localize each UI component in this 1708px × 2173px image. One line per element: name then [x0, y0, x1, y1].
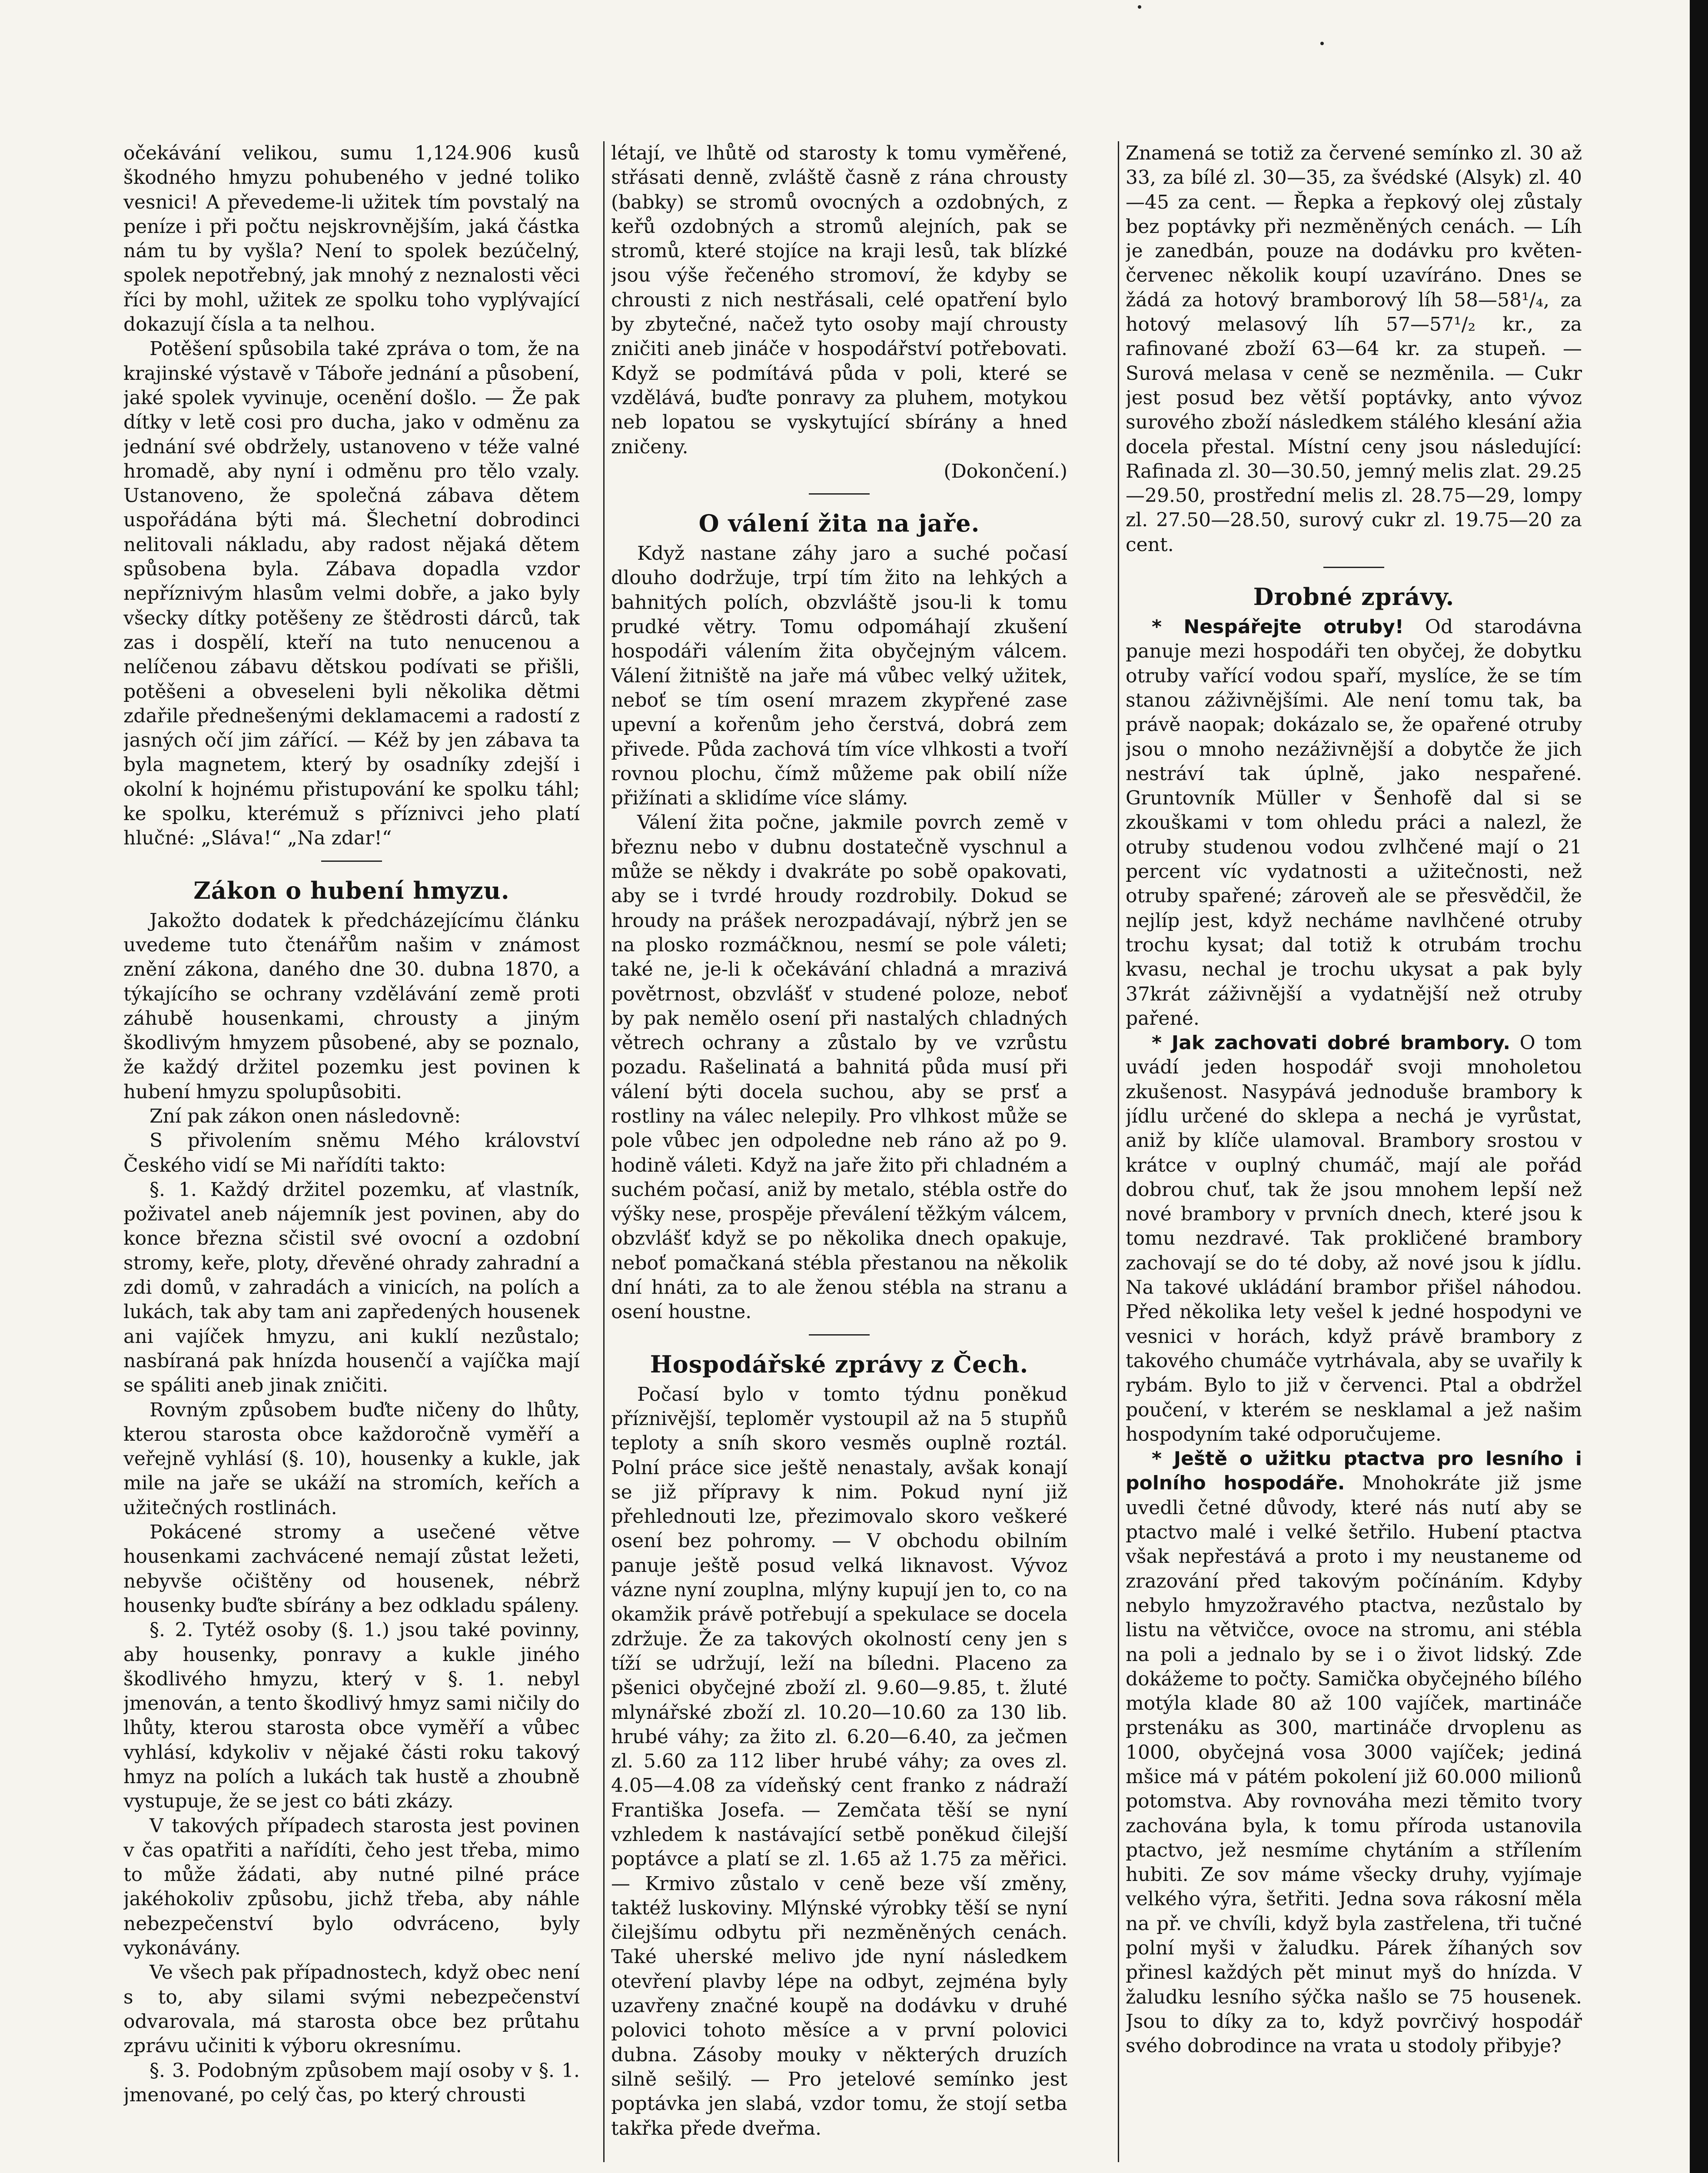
- article-paragraph: létají, ve lhůtě od starosty k tomu vyměřené, střásati denně, zvláště časně z rána chrousty (babky) se stromů ovocných a ozdobných, z keřů ozdobných a stromů alejních, pak se stromů, které stojíce na kraji lesů, tak blízké jsou výše řečeného stromoví, že kdyby se chrousti z nich nestřásali, celé opatření bylo by zbytečné, načež tyto osoby mají chrousty zničiti aneb jináče v hospodářství potřebovati. Když se podmítává půda v poli, které se vzdělává, buďte ponravy za pluhem, motykou neb lopatou se vyskytující sbírány a hned zničeny.: [611, 142, 1067, 458]
- section-heading: Drobné zprávy.: [1253, 583, 1455, 611]
- scan-border: [1690, 0, 1708, 2173]
- news-item-text: Od starodávna panuje mezi hospodáři ten obyčej, že dobytku otruby vařící vodou spaří, myslíce, že se tím stanou záživnějšími. Ale není tomu tak, ba právě naopak; dokázalo se, že opařené otruby jsou o mnoho nezáživnější a dobytče že jich nestráví tak úplně, jako nespařené. Gruntovník Müller v Šenhofě dal si se zkouškami v tom ohledu práci a nalezl, že otruby studenou vodou zvlhčené mají o 21 percent víc vydatnosti a užitečnosti, než otruby spařené; zároveň ale se přesvědčil, že nejlíp jest, když necháme navlhčené otruby trochu kysat; dal totiž k otrubám trochu kvasu, nechal je trochu ukysat a pak byly 37krát záživnější a vydatnější než otruby pařené.: [1126, 616, 1582, 1030]
- article-paragraph: Jakožto dodatek k předcházejícímu článku uvedeme tuto čtenářům našim v známost znění zákona, daného dne 30. dubna 1870, a týkajícího se ochrany vzdělávání země proti záhubě housenkami, chrousty a jiným škodlivým hmyzem působené, aby se poznalo, že každý držitel pozemku jest povinen k hubení hmyzu spolupůsobiti.: [123, 909, 580, 1103]
- article-paragraph: §. 2. Tytéž osoby (§. 1.) jsou také povinny, aby housenky, ponravy a kukle jiného škodlivého hmyzu, který v §. 1. nebyl jmenován, a tento škodlivý hmyz sami ničily do lhůty, kterou starosta obce vyměří a vůbec vyhlásí, kdykoliv v nějaké části roku takový hmyz na polích a lukách tak hustě a zhoubně vystupuje, že se jest co báti zkázy.: [123, 1619, 580, 1813]
- news-item-text: O tom uvádí jeden hospodář svoji mnoholetou zkušenost. Nasypává jednoduše brambory k jídlu určené do sklepa a nechá je vyrůstat, aniž by klíče ulamoval. Brambory srostou v krátce v ouplný chumáč, mají ale pořád dobrou chuť, tak že jsou mnohem lepší než nové brambory v prvních dnech, které jsou k tomu nezdravé. Tak prokličené brambory zachovají se do té doby, až nové jsou k jídlu. Na takové ukládání brambor přišel náhodou. Před několika lety vešel k jedné hospodyni ve vesnici v horách, když právě brambory z takového chumáče vytrhávala, aby se uvařily k rybám. Bylo to již v červenci. Ptal a obdržel poučení, v kterém se nesklamal a jež našim hospodyním také odporučujeme.: [1126, 1032, 1582, 1445]
- article-paragraph: Rovným způsobem buďte ničeny do lhůty, kterou starosta obce každoročně vyměří a veřejně vyhlásí (§. 10), housenky a kukle, jak mile na jaře se ukáží na stromích, keřích a užitečných rostlinách.: [123, 1399, 580, 1519]
- column-left: [123, 141, 580, 2173]
- ink-speck: [1320, 42, 1324, 45]
- column-right: [1126, 141, 1582, 2173]
- column-rule: [603, 141, 605, 2162]
- continued-note: (Dokončení.): [944, 460, 1067, 482]
- news-item: [1126, 615, 1582, 1031]
- news-item: [1126, 1447, 1582, 2058]
- article-paragraph: S přivolením sněmu Mého království Českého vidí se Mi nařídíti takto:: [123, 1130, 580, 1176]
- article-paragraph: očekávání velikou, sumu 1,124.906 kusů škodného hmyzu pohubeného v jedné toliko vesnici! A převedeme-li užitek tím povstalý na peníze i při počtu nejskrovnějším, jaká částka nám tu by vyšla? Není to spolek bezúčelný, spolek nepotřebný, jak mnohý z neznalosti věci říci by mohl, užitek ze spolku toho vyplývající dokazují čísla a ta nelhou.: [123, 142, 580, 336]
- column-middle: [611, 141, 1067, 2173]
- article-paragraph: Když nastane záhy jaro a suché počasí dlouho dodržuje, trpí tím žito na lehkých a bahnitých polích, obzvláště jsou-li k tomu prudké větry. Tomu odpomáhají zkušení hospodáři válením žita obyčejným válcem. Válení žitniště na jaře má vůbec velký užitek, neboť se tím osení mrazem zkypřené zase upevní a kořenům jeho čerstvá, dobrá zem přivede. Půda zachová tím více vlhkosti a tvoří rovnou plochu, čímž můžeme pak obilí níže přižínati a sklidíme více slámy.: [611, 542, 1067, 810]
- article-paragraph: Válení žita počne, jakmile povrch země v březnu nebo v dubnu dostatečně vyschnul a může se někdy i dvakráte po sobě opakovati, aby se i tvrdé hroudy rozdrobily. Dokud se hroudy na prášek nerozpadávají, nýbrž jen se na plosko rozmáčknou, nesmí se pole váleti; také ne, je-li k očekávání chladná a mrazivá povětrnost, obzvlášť v studené poloze, neboť by pak nemělo osení při nastalých chladných větrech ochrany a zůstalo by ve vzrůstu pozadu. Rašelinatá a bahnitá půda musí při válení býti docela suchou, aby se prsť a rostliny na válec nelepily. Pro vlhkost může se pole vůbec jen odpoledne neb ráno až po 9. hodině váleti. Když na jaře žito při chladném a suchém počasí, aniž by metalo, stébla ostře do výšky nese, prospěje převálení těžkým válcem, obzvlášť když se po několika dnech opakuje, neboť pomačkaná stébla přestanou na několik dní hnáti, za to ale ženou stébla na stranu a osení houstne.: [611, 811, 1067, 1323]
- column-rule: [1118, 141, 1119, 2162]
- article-paragraph: Pokácené stromy a usečené větve housenkami zachvácené nemají zůstat ležeti, nebyvše očištěny od housenek, nébrž housenky buďte sbírány a bez odkladu spáleny.: [123, 1521, 580, 1617]
- article-paragraph: §. 3. Podobným způsobem mají osoby v §. 1. jmenované, po celý čas, po který chrousti: [123, 2059, 580, 2106]
- news-item-text: Mnohokráte již jsme uvedli četné důvody, které nás nutí aby se ptactvo malé i velké šetřilo. Hubení ptactva však nepřestává a proto i my neustaneme od zrazování před takovým počínáním. Kdyby nebylo hmyzožravého ptactva, nezůstalo by listu na větvičce, ovoce na stromu, ani stébla na poli a jednalo by se i o život lidský. Zde dokážeme to počty. Samička obyčejného bílého motýla klade 80 až 100 vajíček, martináče prstenáku as 300, martináče drvoplenu as 1000, obyčejná vosa 3000 vajíček; jediná mšice má v pátém pokolení již 60.000 milionů potomstva. Aby rovnováha mezi těmito tvory zachována byla, k tomu příroda ustanovila ptactvo, jež nesmíme chytáním a střílením hubiti. Ze sov máme všecky druhy, vyjímaje velkého výra, šetřiti. Jedna sova rákosní měla na př. ve chvíli, když byla zastřelena, tři tučné polní myši v žaludku. Párek žíhaných sov přinesl každých pět minut myš do hnízda. V žaludku lesního sýčka našlo se 75 housenek. Jsou to díky za to, když povrčivý hospodář svého dobrodince na vrata u stodoly přibyje?: [1126, 1472, 1582, 2057]
- news-item-title: * Ještě o užitku ptactva pro lesního i polního hospodáře.: [1126, 1448, 1582, 1495]
- section-divider: [809, 493, 870, 495]
- section-divider: [1323, 567, 1384, 568]
- section-divider: [321, 861, 382, 862]
- section-heading: Zákon o hubení hmyzu.: [193, 876, 510, 904]
- news-item-title: * Jak zachovati dobré brambory.: [1152, 1032, 1511, 1054]
- article-paragraph: Zní pak zákon onen následovně:: [150, 1105, 461, 1127]
- section-divider: [809, 1334, 870, 1336]
- section-heading: O válení žita na jaře.: [698, 509, 980, 538]
- article-paragraph: Počasí bylo v tomto týdnu poněkud příznivější, teploměr vystoupil až na 5 stupňů teploty a sníh skoro vesměs ouplně roztál. Polní práce sice ještě nenastaly, avšak konají se již přípravy k nim. Pokud nyní již přehlednouti lze, přezimovalo skoro veškeré osení bez pohromy. — V obchodu obilním panuje ještě posud velká liknavost. Vývoz vázne nyní zouplna, mlýny kupují jen to, co na okamžik právě potřebují a spekulace se docela zdržuje. Že za takových okolností ceny jen s tíží se udržují, leží na bíledni. Placeno za pšenici obyčejné zboží zl. 9.60—9.85, t. žluté mlynářské zboží zl. 10.20—10.60 za 130 lib. hrubé váhy; za žito zl. 6.20—6.40, za ječmen zl. 5.60 za 112 liber hrubé váhy; za oves zl. 4.05—4.08 za vídeňský cent franko z nádraží Františka Josefa. — Zemčata těší se nyní vzhledem k nastávající setbě poněkud čilejší poptávce a platí se zl. 1.65 až 1.75 za měřici. — Krmivo zůstalo v ceně beze vší změny, taktéž luskoviny. Mlýnské výrobky těší se nyní čilejšímu odbytu při nezměněných cenách. Také uherské melivo jde nyní následkem otevření plavby lépe na odbyt, zejména byly uzavřeny značné koupě na dodávku v druhé polovici tohoto měsíce a v první polovici dubna. Zásoby mouky v některých druzích silně sešilý. — Pro jetelové semínko jest poptávka jen slabá, vzdor tomu, že stojí setba takřka přede dveřma.: [611, 1383, 1067, 2140]
- article-paragraph: Potěšení spůsobila také zpráva o tom, že na krajinské výstavě v Táboře jednání a působení, jaké spolek vyvinuje, ocenění došlo. — Že pak dítky v letě cosi pro ducha, jako v odměnu za jednání své obdržely, ustanoveno v téže valné hromadě, aby nyní i odměnu pro tělo vzaly. Ustanoveno, že společná zábava dětem uspořádána býti má. Šlechetní dobrodinci nelitovali nákladu, aby radost nějaká dětem spůsobena byla. Zábava dopadla vzdor nepříznivým hlasům velmi dobře, a jako byly všecky dítky potěšeny ze štědrosti dárců, tak zas i dospělí, kteří na tuto nenucenou a nelíčenou zábavu dětskou podívati se přišli, potěšeni a obveseleni byli několika dětmi zdařile přednešenými deklamacemi a radostí z jasných očí jim zářící. — Kéž by jen zábava ta byla magnetem, který by osadníky zdejší i okolní k hojnému přistupování ke spolku táhl; ke spolku, kterémuž s příznivci jeho platí hlučné: „Sláva!“ „Na zdar!“: [123, 338, 580, 850]
- ink-speck: [1138, 5, 1141, 9]
- news-item: [1126, 1031, 1582, 1447]
- article-paragraph: Ve všech pak případnostech, když obec není s to, aby silami svými nebezpečenství odvarovala, má starosta obce bez průtahu zprávu učiniti k výboru okresnímu.: [123, 1961, 580, 2057]
- article-paragraph: §. 1. Každý držitel pozemku, ať vlastník, poživatel aneb nájemník jest povinen, aby do konce března sčistil své ovocní a ozdobní stromy, keře, ploty, dřevěné ohrady zahradní a zdi domů, v zahradách a vinicích, na polích a lukách, tak aby tam ani zapředených housenek ani vajíček hmyzu, ani kuklí nezůstalo; nasbíraná pak hnízda housenčí a vajíčka mají se spáliti aneb jinak zničiti.: [123, 1178, 580, 1397]
- news-item-title: * Nespářejte otruby!: [1152, 616, 1404, 638]
- article-paragraph: Znamená se totiž za červené semínko zl. 30 až 33, za bílé zl. 30—35, za švédské (Alsyk) zl. 40—45 za cent. — Řepka a řepkový olej zůstaly bez poptávky při nezměněných cenách. — Líh je zanedbán, pouze na dodávku pro květen-červenec několik koupí uzavíráno. Dnes se žádá za hotový bramborový líh 58—58¹/₄, za hotový melasový líh 57—57¹/₂ kr., za rafinované zboží 63—64 kr. za stupeň. — Surová melasa v ceně se nezměnila. — Cukr jest posud bez větší poptávky, anto vývoz surového zboží následkem stálého klesání ažia docela přestal. Místní ceny jsou následující: Rafinada zl. 30—30.50, jemný melis zlat. 29.25—29.50, prostřední melis zl. 28.75—29, lompy zl. 27.50—28.50, surový cukr zl. 19.75—20 za cent.: [1126, 142, 1582, 556]
- article-paragraph: V takových případech starosta jest povinen v čas opatřiti a nařídíti, čeho jest třeba, mimo to může žádati, aby nutné pilné práce jakéhokoliv způsobu, jichž třeba, aby náhle nebezpečenství bylo odvráceno, byly vykonávány.: [123, 1814, 580, 1960]
- section-heading: Hospodářské zprávy z Čech.: [650, 1350, 1029, 1378]
